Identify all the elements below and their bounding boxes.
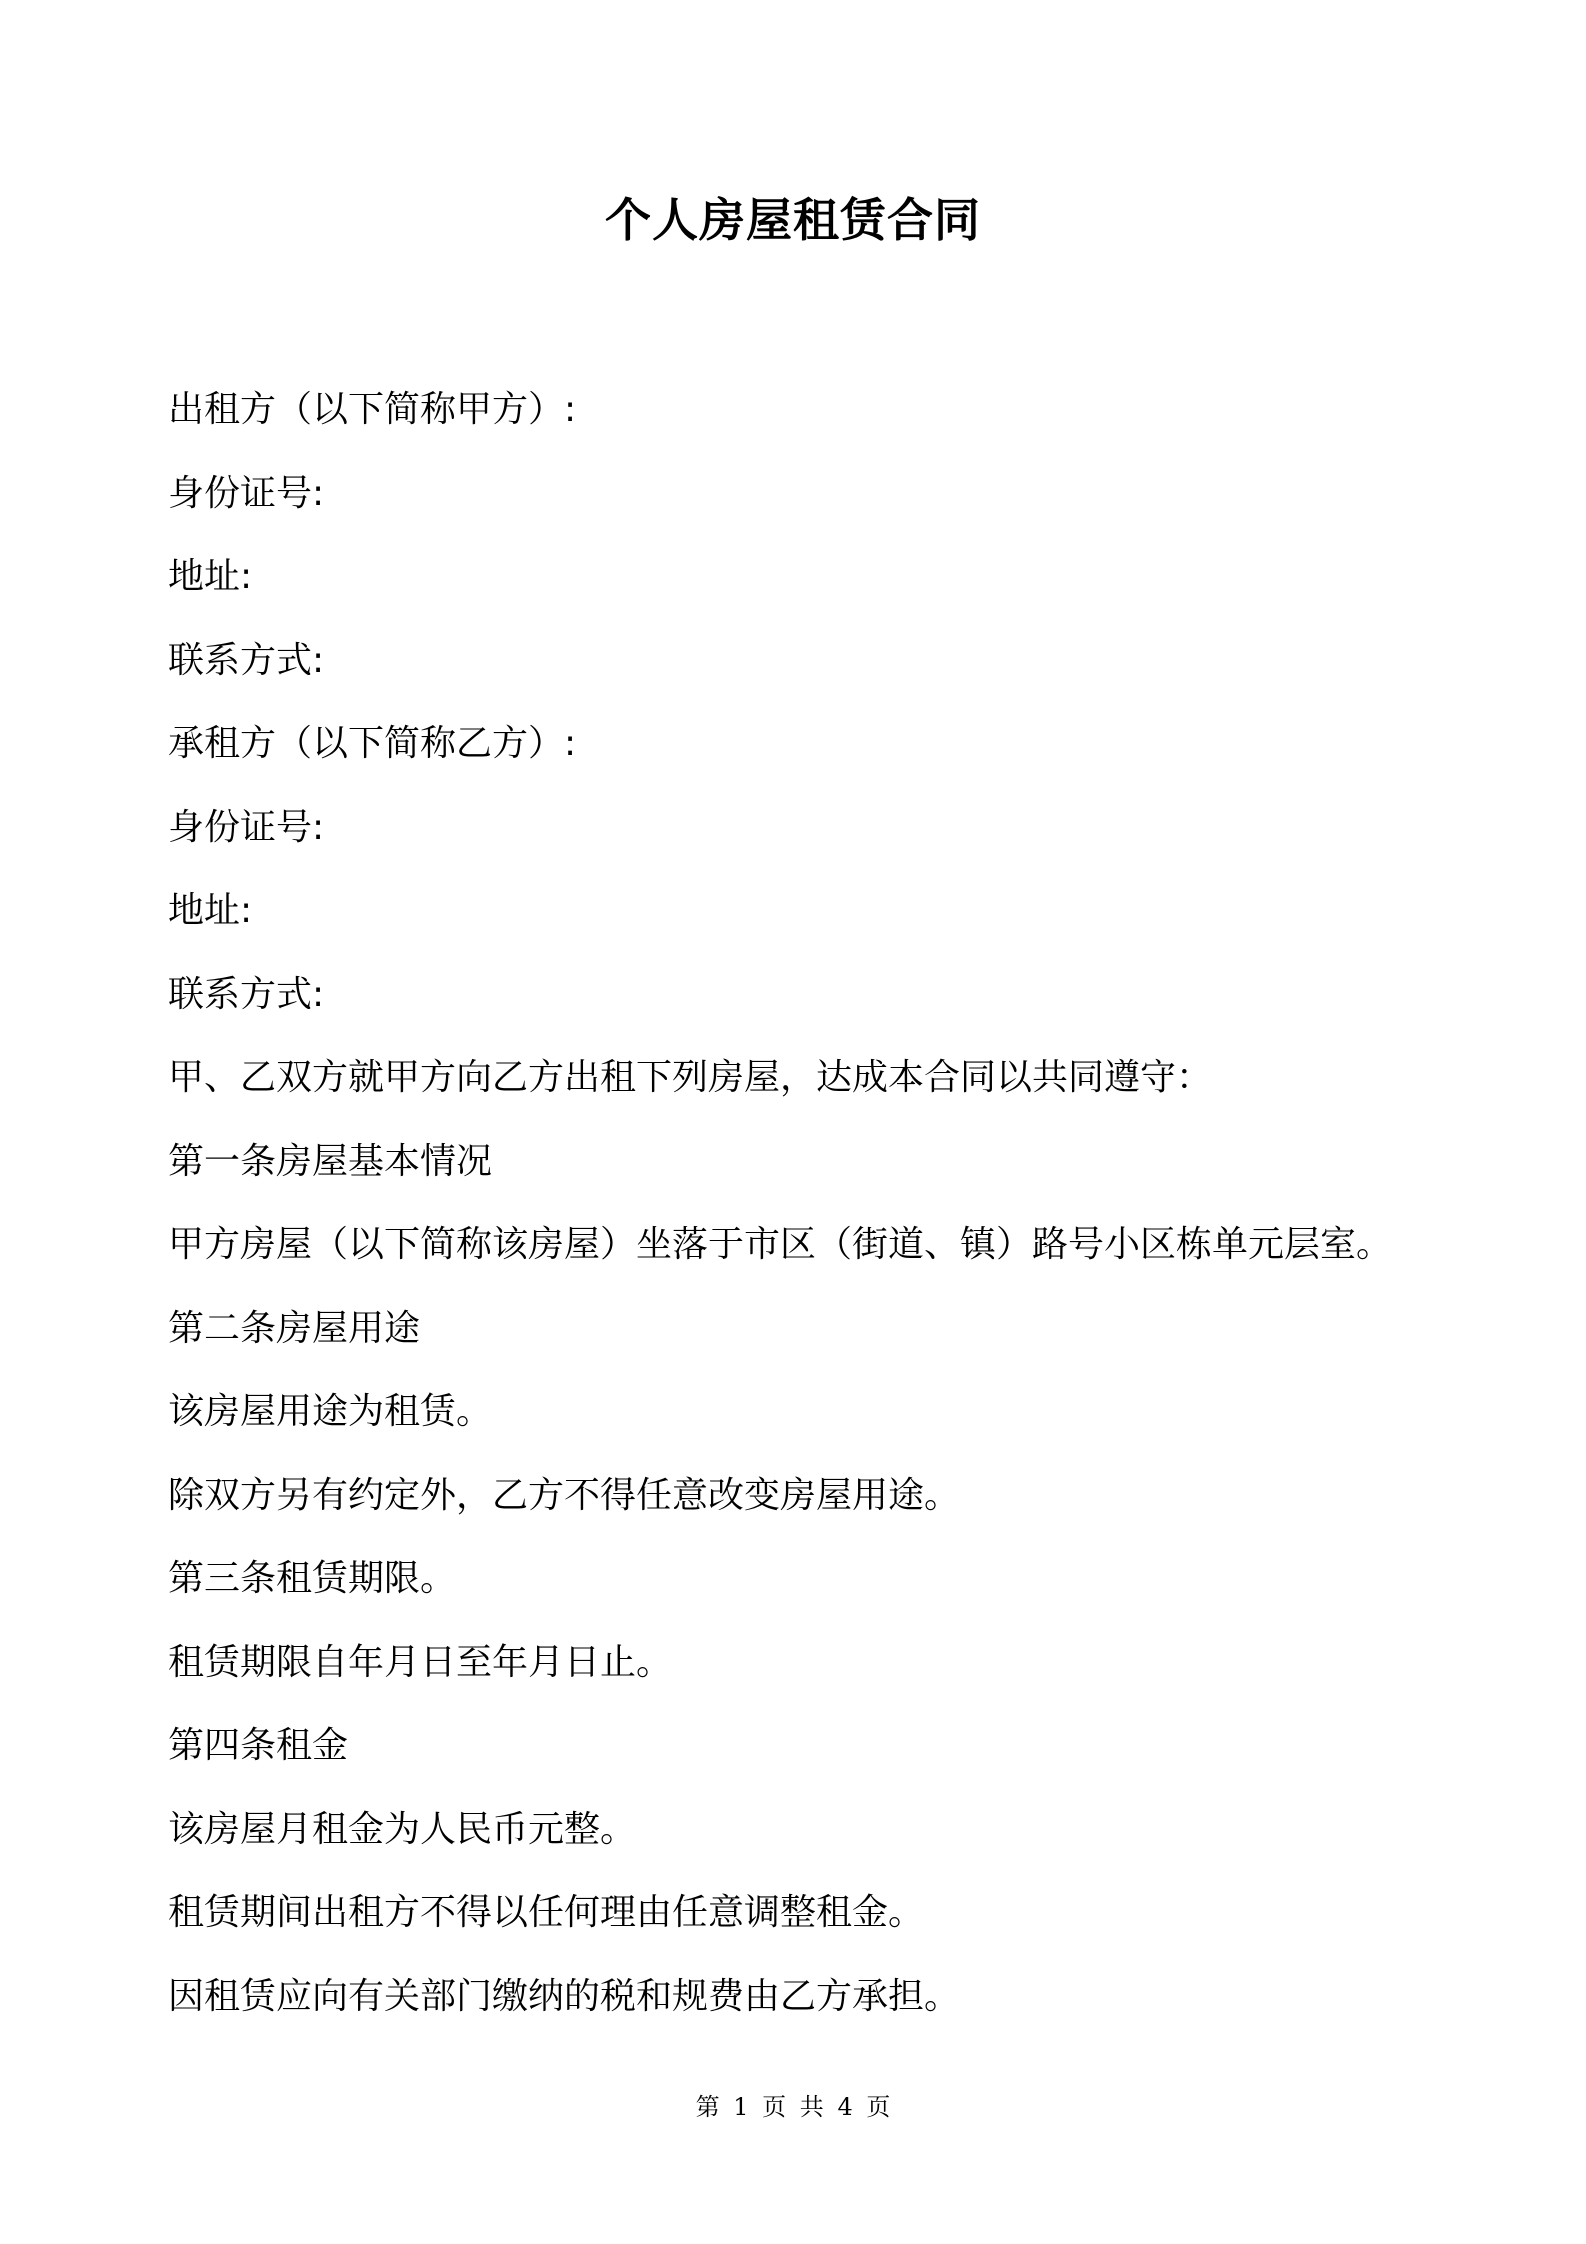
field-lessor: 出租方（以下简称甲方）: — [168, 389, 577, 430]
article-1-text: 甲方房屋（以下简称该房屋）坐落于市区（街道、镇）路号小区栋单元层室。 — [168, 1224, 1393, 1265]
field-lessor-contact: 联系方式: — [168, 639, 325, 681]
field-lessee: 承租方（以下简称乙方）: — [168, 723, 577, 764]
article-2-text-1: 该房屋用途为租赁。 — [168, 1391, 493, 1432]
article-3-text: 租赁期限自年月日至年月日止。 — [168, 1641, 673, 1683]
article-4-text-3: 因租赁应向有关部门缴纳的税和规费由乙方承担。 — [168, 1975, 961, 2017]
field-lessee-address: 地址: — [168, 890, 253, 931]
field-lessee-contact: 联系方式: — [168, 973, 325, 1015]
preamble-paragraph: 甲、乙双方就甲方向乙方出租下列房屋，达成本合同以共同遵守： — [168, 1057, 1213, 1098]
field-lessor-address: 地址: — [168, 556, 253, 597]
field-lessor-id-number: 身份证号: — [168, 472, 325, 514]
article-4-text-2: 租赁期间出租方不得以任何理由任意调整租金。 — [168, 1892, 925, 1933]
article-2-heading: 第二条房屋用途 — [168, 1307, 421, 1349]
document-title: 个人房屋租赁合同 — [605, 193, 981, 247]
article-4-text-1: 该房屋月租金为人民币元整。 — [168, 1808, 637, 1850]
article-1-heading: 第一条房屋基本情况 — [168, 1140, 493, 1182]
article-4-heading: 第四条租金 — [168, 1725, 349, 1766]
contract-body — [168, 380, 1498, 2050]
page-number-footer: 第 1 页 共 4 页 — [695, 2093, 891, 2121]
article-3-heading: 第三条租赁期限。 — [168, 1558, 457, 1599]
article-2-text-2: 除双方另有约定外，乙方不得任意改变房屋用途。 — [168, 1474, 961, 1516]
field-lessee-id-number: 身份证号: — [168, 806, 325, 848]
